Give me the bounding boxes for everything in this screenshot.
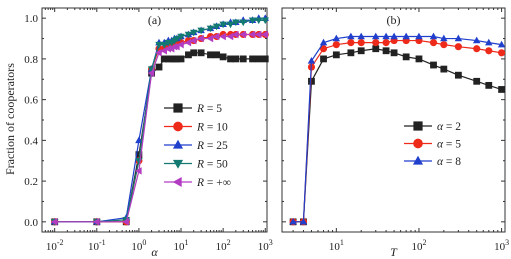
data-point xyxy=(220,53,227,60)
x-tick-label: $10^{-2}$ xyxy=(45,238,64,253)
x-tick-label: $10^{-1}$ xyxy=(87,238,106,253)
x-tick-label: $10^3$ xyxy=(257,238,273,253)
panel-label: (a) xyxy=(147,13,162,27)
data-point xyxy=(255,56,262,63)
series-line xyxy=(293,49,501,222)
data-point xyxy=(178,56,185,63)
data-point xyxy=(262,56,269,63)
data-point xyxy=(440,41,447,48)
data-point xyxy=(383,39,390,46)
legend-marker xyxy=(173,177,182,187)
x-tick-label: $10^2$ xyxy=(215,238,231,253)
data-point xyxy=(485,82,492,89)
legend-marker xyxy=(173,103,182,112)
y-axis-label: Fraction of cooperators xyxy=(3,63,17,175)
data-point xyxy=(416,56,423,63)
x-axis-label: T xyxy=(390,245,397,259)
plot-frame xyxy=(42,8,267,232)
data-point xyxy=(455,43,462,50)
data-point xyxy=(498,86,505,93)
data-point xyxy=(498,49,505,56)
data-point xyxy=(308,78,315,85)
data-point xyxy=(473,78,480,85)
data-point xyxy=(430,62,437,69)
data-point xyxy=(485,47,492,54)
data-point xyxy=(198,49,205,56)
data-point xyxy=(232,56,239,63)
legend-label: α = 5 xyxy=(437,138,462,151)
data-point xyxy=(249,56,256,63)
data-point xyxy=(207,51,214,58)
x-axis-label: α xyxy=(151,245,158,259)
series-line xyxy=(293,37,501,222)
data-point xyxy=(358,39,365,46)
data-point xyxy=(190,49,197,56)
legend-marker xyxy=(173,140,183,149)
series-line xyxy=(55,34,266,221)
y-tick-label: 0.4 xyxy=(24,135,38,148)
legend-label: R = 10 xyxy=(197,121,228,134)
y-tick-label: 1.0 xyxy=(24,13,38,26)
panel-b xyxy=(282,8,509,259)
x-tick-label: $10^3$ xyxy=(494,238,510,253)
legend-marker xyxy=(173,122,183,132)
legend-marker xyxy=(173,160,183,169)
data-point xyxy=(372,39,379,46)
legend-label: R = 50 xyxy=(197,158,228,171)
y-tick-label: 0.8 xyxy=(24,53,38,66)
data-point xyxy=(455,72,462,79)
legend-label: α = 2 xyxy=(437,121,462,133)
data-point xyxy=(440,66,447,73)
series-line xyxy=(55,34,266,221)
legend-label: R = 25 xyxy=(197,140,228,152)
data-point xyxy=(403,53,410,60)
legend-marker xyxy=(413,156,423,165)
data-point xyxy=(347,39,354,46)
x-tick-label: $10^1$ xyxy=(173,238,189,253)
data-point xyxy=(333,51,340,58)
panel-a xyxy=(24,8,273,259)
series-line xyxy=(293,41,501,222)
y-tick-label: 0.6 xyxy=(24,94,38,107)
data-point xyxy=(347,49,354,56)
data-point xyxy=(240,56,247,63)
data-point xyxy=(372,45,379,52)
data-point xyxy=(333,41,340,48)
series-line xyxy=(55,53,266,222)
data-point xyxy=(156,64,163,71)
data-point xyxy=(213,51,220,58)
legend-label: α = 8 xyxy=(437,156,462,168)
legend-marker xyxy=(413,139,423,149)
data-point xyxy=(320,56,327,63)
x-tick-label: $10^1$ xyxy=(328,238,344,253)
legend-label: R = 5 xyxy=(197,103,223,115)
legend-label: R = +∞ xyxy=(197,177,231,189)
data-point xyxy=(358,47,365,54)
x-tick-label: $10^0$ xyxy=(131,238,147,253)
y-tick-label: 0.2 xyxy=(24,176,38,189)
data-point xyxy=(391,49,398,56)
data-point xyxy=(473,45,480,52)
legend-marker xyxy=(413,121,422,130)
data-point xyxy=(430,39,437,46)
panel-label: (b) xyxy=(386,13,401,27)
data-point xyxy=(383,47,390,54)
y-tick-label: 0.0 xyxy=(24,216,38,229)
x-tick-label: $10^2$ xyxy=(411,238,427,253)
